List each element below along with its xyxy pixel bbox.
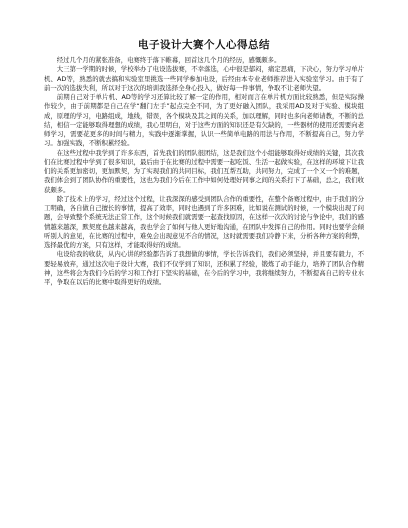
document-title: 电子设计大赛个人心得总结 — [138, 39, 270, 51]
paragraph: 除了技术上的学习，经过这个过程，让我深深的感受到团队合作的重要性，在整个备赛过程中，由于我们的分工明确，各自做自己擅长的事情，提高了效率，同时也遇到了许多困难，比如说在测试的时候，一个模块出现了问题，会导致整个系统无法正常工作，这个时候我们就需要一起查找原因，在这样一次次的讨论与争论中，我们的感情越来越深，默契度也越来越高，我也学会了如何与他人更好地沟通，在团队中发挥自己的作用。同时也要学会倾听别人的意见，在比赛的过程中，难免会出现意见不合的情况，这时就需要我们冷静下来，分析各种方案的利弊，选择最优的方案，只有这样，才能取得好的成绩。 — [44, 194, 364, 249]
paragraph: 前期自己对于单片机、AD等的学习还算比较了解一定的作用，相对而言在单片机方面比较熟悉，但是实际操作较少，由于前期都是自己在学“翻门左手”起点完全不同，为了更好融入团队，我采用AD及对于实验、模块组成，原理的学习，电路组成，地线，错误，各个模块及其之间的关系，加以理解，同时也多向老师请教，不断的总结，相信一定能够取得理想的成绩，我心里明白，对于这些方面的知识还是有欠缺的，一些器材的使用还需要向老师学习，需要花更多的时间与精力，实践中逐渐掌握，认识一些简单电路的用法与作用，不断提高自己，努力学习。加强实践，不断积累经验。 — [44, 93, 364, 148]
paragraph: 经过几个月的紧张准备，电赛终于落下帷幕，回首这几个月的经历，感慨颇多。 — [56, 56, 281, 64]
paragraph: 大三第一学期的时候，学校举办了电设选拔赛，不幸落选，心中很是郁闷，痛定思痛，下决心，努力学习单片机、AD等，熟悉的就去搞和实验室里挑选一些同学参加电设，后经由本专业老师推荐进入实验室学习。由于有了前一次的选拔失利，所以对于这次的培训我选择全身心投入，做好每一件事情，争取不让老师失望。 — [44, 65, 364, 92]
paragraph: 电设给我的收获，从内心讲的经验都告诉了我想做的事情，学长告诉我们，我们必须坚持，并且要有毅力，不要轻易放弃，通过这次电子设计大赛，我们不仅学到了知识，还积累了经验，锻炼了动手能力，培养了团队合作精神，这些将会为我们今后的学习和工作打下坚实的基础，在今后的学习中，我将继续努力，不断提高自己的专业水平，争取在以后的比赛中取得更好的成绩。 — [44, 250, 364, 286]
paragraph: 在这些过程中我学到了许多东西，首先我们的团队很团结，这是我们这个小组能够取得好成绩的关键，其次我们在比赛过程中学到了很多知识，最后由于在比赛的过程中需要一起吃饭、生活一起做实验，在这样的环境下让我们的关系更加密切，更加默契，为了实现我们的共同目标，我们互帮互助，共同努力，完成了一个又一个的难题，我们体会到了团队协作的重要性，这也为我们今后在工作中如何处理好同事之间的关系打下了基础，总之，我们收获颇多。 — [44, 148, 364, 194]
